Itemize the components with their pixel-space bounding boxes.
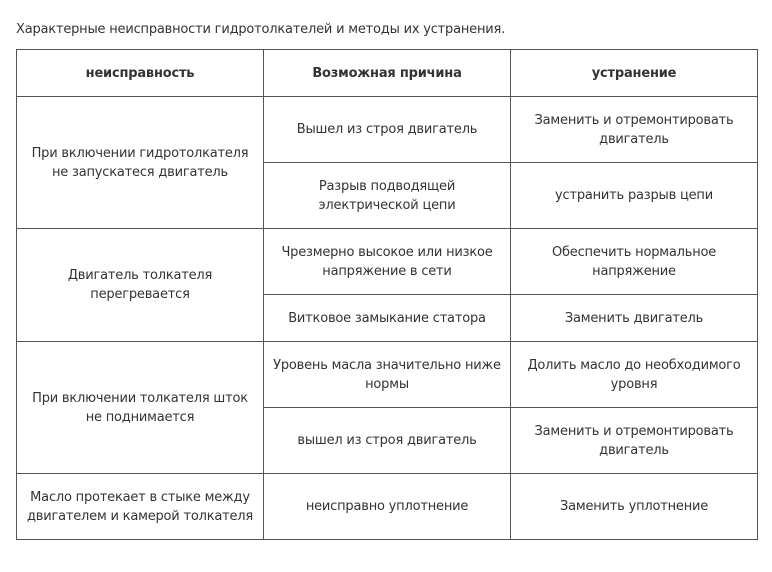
fix-cell: Заменить и отремонтировать двигатель [511, 408, 758, 474]
table-row [17, 474, 758, 540]
header-cause: Возможная причина [264, 50, 511, 97]
fault-cell: При включении гидротолкателя не запускатеся двигатель [17, 97, 264, 229]
cause-cell: Чрезмерно высокое или низкое напряжение в сети [264, 229, 511, 295]
cause-cell: Уровень масла значительно ниже нормы [264, 342, 511, 408]
fix-cell: Заменить двигатель [511, 295, 758, 342]
cause-cell: неисправно уплотнение [264, 474, 511, 540]
cause-cell: Вышел из строя двигатель [264, 97, 511, 163]
table-row [17, 342, 758, 408]
table-row [17, 97, 758, 163]
header-fix: устранение [511, 50, 758, 97]
header-fault: неисправность [17, 50, 264, 97]
fault-cell: Двигатель толкателя перегревается [17, 229, 264, 342]
table-caption: Характерные неисправности гидротолкателей и методы их устранения. [16, 22, 506, 37]
fix-cell: устранить разрыв цепи [511, 163, 758, 229]
cause-cell: вышел из строя двигатель [264, 408, 511, 474]
fix-cell: Заменить и отремонтировать двигатель [511, 97, 758, 163]
fix-cell: Обеспечить нормальное напряжение [511, 229, 758, 295]
fix-cell: Долить масло до необходимого уровня [511, 342, 758, 408]
fix-cell: Заменить уплотнение [511, 474, 758, 540]
cause-cell: Разрыв подводящей электрической цепи [264, 163, 511, 229]
fault-cell: Масло протекает в стыке между двигателем и камерой толкателя [17, 474, 264, 540]
table-row [17, 229, 758, 295]
faults-table [16, 49, 758, 540]
cause-cell: Витковое замыкание статора [264, 295, 511, 342]
fault-cell: При включении толкателя шток не поднимается [17, 342, 264, 474]
table-header-row [17, 50, 758, 97]
